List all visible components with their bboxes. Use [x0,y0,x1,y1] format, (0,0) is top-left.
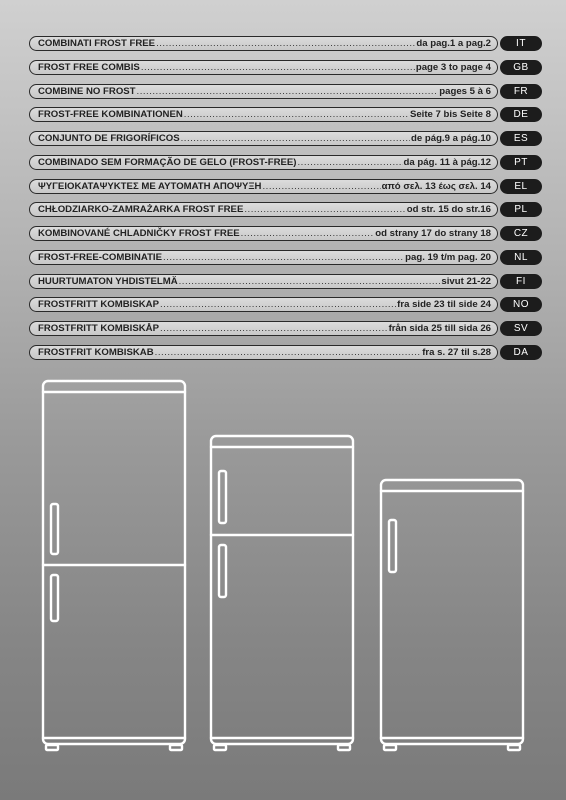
toc-pages: da pág. 11 à pág.12 [403,156,491,168]
toc-title: COMBINADO SEM FORMAÇÃO DE GELO (FROST-FREE) [38,156,297,168]
toc-title: FROST-FREE-COMBINATIE [38,251,163,263]
language-code-badge: EL [500,179,542,194]
toc-pages: från sida 25 till sida 26 [388,323,491,334]
toc-title: COMBINE NO FROST [38,85,136,97]
language-code-badge: FI [500,274,542,289]
toc-title: COMBINATI FROST FREE [38,38,156,49]
tall-fridge-freezer-icon [43,381,185,750]
language-code-badge: GB [500,60,542,75]
medium-fridge-freezer-icon [211,436,353,750]
toc-pages: fra side 23 til side 24 [397,299,491,311]
toc-pages: sivut 21-22 [441,275,491,287]
toc-pages: από σελ. 13 έως σελ. 14 [381,180,491,192]
toc-title: FROST-FREE KOMBINATIONEN [38,109,183,121]
language-code-badge: PL [500,202,542,217]
toc-title: FROSTFRIT KOMBISKAB [38,346,154,358]
language-code-badge: CZ [500,226,542,241]
toc-title: CONJUNTO DE FRIGORÍFICOS [38,133,180,144]
language-code-badge: NL [500,250,542,265]
toc-title: CHŁODZIARKO-ZAMRAŻARKA FROST FREE [38,204,244,216]
toc-pages: pag. 19 t/m pag. 20 [405,251,491,263]
toc-pages: page 3 to page 4 [415,61,491,73]
language-code-badge: DE [500,107,542,122]
toc-pages: fra s. 27 til s.28 [422,346,491,358]
small-fridge-icon [381,480,523,750]
toc-title: ΨΥΓΕΙΟΚΑΤΑΨΥΚΤΕΣ ΜΕ ΑΥΤΟΜΑΤΗ ΑΠΟΨΥΞΗ [38,180,262,192]
language-code-badge: PT [500,155,542,170]
toc-pages: pages 5 à 6 [439,85,491,97]
toc-title: FROSTFRITT KOMBISKAP [38,299,159,311]
toc-pages: Seite 7 bis Seite 8 [409,109,491,121]
toc-pages: od strany 17 do strany 18 [375,228,491,239]
toc-pages: od str. 15 do str.16 [406,204,491,216]
toc-pages: de pág.9 a pág.10 [411,133,491,144]
language-code-badge: DA [500,345,542,360]
language-code-badge: NO [500,297,542,312]
language-code-badge: SV [500,321,542,336]
language-code-badge: FR [500,84,542,99]
toc-title: KOMBINOVANÉ CHLADNIČKY FROST FREE [38,228,240,239]
language-code-badge: ES [500,131,542,146]
toc-pages: da pag.1 a pag.2 [416,38,491,49]
language-code-badge: IT [500,36,542,51]
toc-title: HUURTUMATON YHDISTELMÄ [38,275,178,287]
toc-title: FROST FREE COMBIS [38,61,140,73]
toc-title: FROSTFRITT KOMBISKÅP [38,323,159,334]
